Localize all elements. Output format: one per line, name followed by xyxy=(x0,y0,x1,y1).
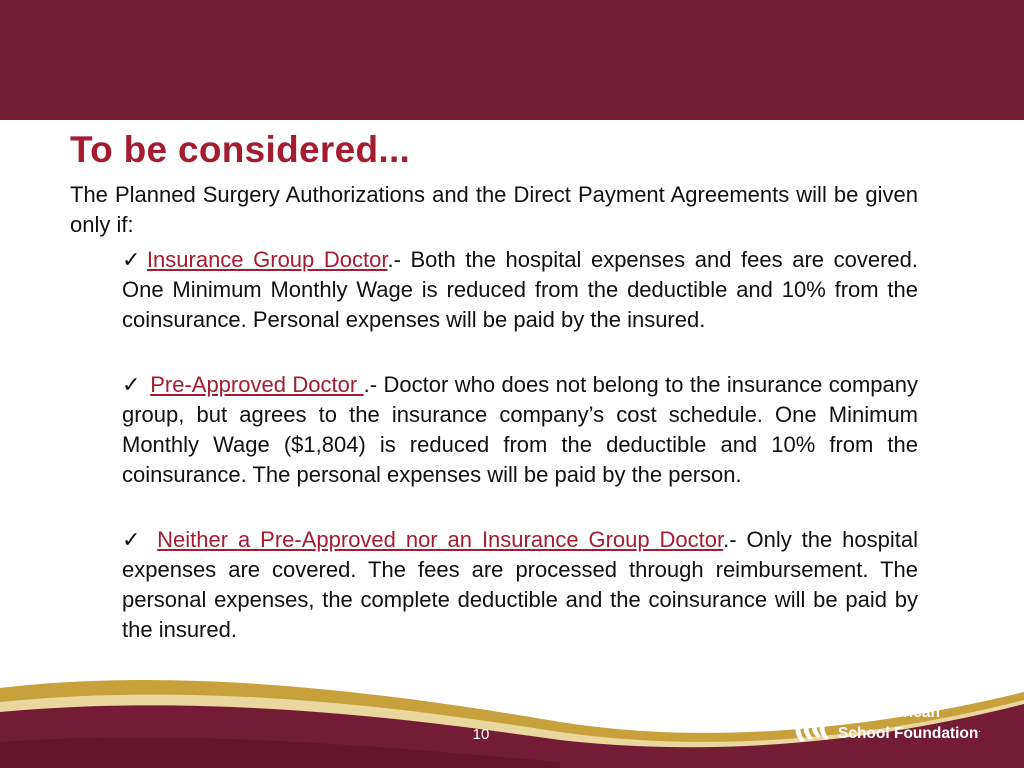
slide-title: To be considered... xyxy=(70,129,411,170)
condition-text: .- Doctor who does not belong to the insurance company group, but agrees to the insurance company’s cost schedule. One Minimum Monthly Wage ($1,804) is reduced from the deductible and 10% from the coinsurance. The personal expenses will be paid by the person. xyxy=(122,372,919,487)
insurance-group-doctor-link[interactable]: Insurance Group Doctor xyxy=(146,247,388,272)
intro-paragraph: The Planned Surgery Authorizations and the Direct Payment Agreements will be given only if: xyxy=(70,182,918,237)
logo-line-2: School Foundation. xyxy=(838,725,981,743)
condition-text: .- Only the hospital expenses are covered. The fees are processed through reimbursement. The personal expenses, the complete deductible and the coinsurance will be paid by the insured. xyxy=(122,527,918,642)
logo-wordmark xyxy=(838,704,980,743)
page-number: 10 xyxy=(472,726,490,743)
condition-item-group-doctor xyxy=(122,245,918,335)
logo-line-1: The American xyxy=(838,704,940,721)
condition-item-pre-approved xyxy=(122,370,918,490)
pre-approved-doctor-link[interactable]: Pre-Approved Doctor xyxy=(150,372,364,397)
checkmark-icon: ✓ xyxy=(122,527,145,552)
condition-list xyxy=(122,245,918,645)
checkmark-icon: ✓ xyxy=(122,247,144,272)
condition-item-neither xyxy=(122,525,918,645)
logo-mark: . xyxy=(978,727,981,734)
checkmark-icon: ✓ xyxy=(122,372,141,397)
header-band xyxy=(0,0,1024,120)
neither-doctor-link[interactable]: Neither a Pre-Approved nor an Insurance Group Doctor xyxy=(157,527,724,552)
condition-text: .- Both the hospital expenses and fees are covered. One Minimum Monthly Wage is reduced from the deductible and 10% from the coinsurance. Personal expenses will be paid by the insured. xyxy=(122,247,918,332)
